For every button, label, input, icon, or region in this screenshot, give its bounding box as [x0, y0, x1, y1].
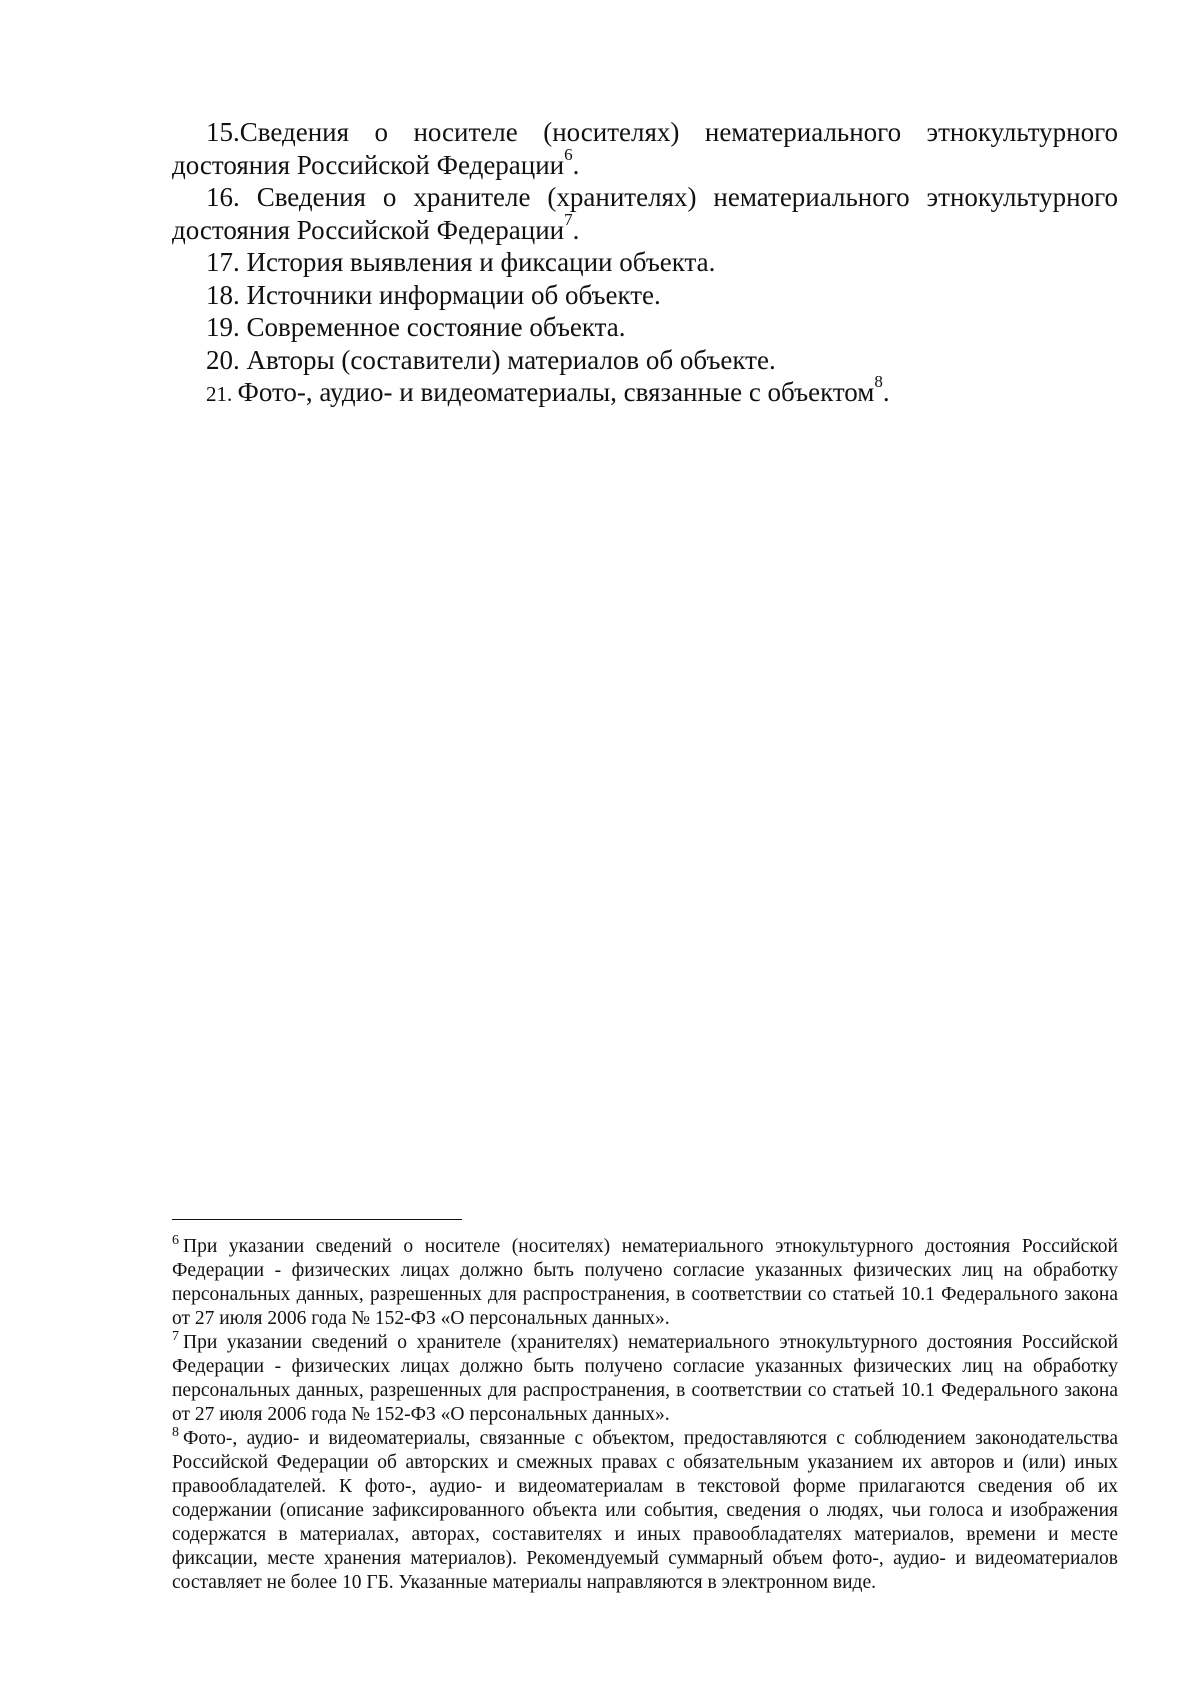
item-number: 15. — [206, 117, 240, 147]
item-text: Авторы (составители) материалов об объекте. — [246, 344, 776, 375]
item-number: 18. — [206, 279, 247, 310]
list-item-18 — [172, 279, 1118, 312]
list-item-17 — [172, 246, 1118, 279]
footnote-6 — [172, 1235, 1118, 1331]
list-item-16 — [172, 181, 1118, 246]
footnote-text: При указании сведений о носителе (носителях) нематериального этнокультурного достояния Российской Федерации - физических лицах должно быть получено согласие указанных физических лиц на обработку персональных данных, разрешенных для распространения, в соответствии со статьей 10.1 Федерального закона от 27 июля 2006 года № 152-ФЗ «О персональных данных». — [172, 1236, 1118, 1329]
footnote-reference-7[interactable]: 7 — [564, 209, 573, 229]
list-item-21 — [172, 372, 1118, 411]
item-end: . — [572, 214, 580, 245]
item-text: Фото-, аудио- и видеоматериалы, связанные с объектом — [237, 377, 875, 407]
footnote-text: Фото-, аудио- и видеоматериалы, связанные с объектом, предоставляются с соблюдением законодательства Российской Федерации об авторских и смежных правах с обязательным указанием их авторов и (или) иных правообладателей. К фото-, аудио- и видеоматериалам в текстовой форме прилагаются сведения об их содержании (описание зафиксированного объекта или события, сведения о людях, чьи голоса и изображения содержатся в материалах, авторах, составителях и иных правообладателях материалов, времени и месте фиксации, месте хранения материалов). Рекомендуемый суммарный объем фото-, аудио- и видеоматериалов составляет не более 10 ГБ. Указанные материалы направляются в электронном виде. — [172, 1428, 1118, 1593]
item-number: 17. — [206, 247, 247, 277]
item-text: История выявления и фиксации объекта. — [246, 247, 716, 277]
footnote-mark: 6 — [172, 1233, 179, 1248]
footnote-mark: 8 — [172, 1425, 179, 1440]
item-number: 16. — [206, 182, 257, 212]
item-text: Источники информации об объекте. — [246, 279, 661, 310]
item-text: Современное состояние объекта. — [246, 312, 626, 342]
item-number: 21. — [206, 382, 238, 406]
item-text: Сведения о хранителе (хранителях) нематериального этнокультурного достояния Российской Федерации — [172, 182, 1118, 245]
item-text: Сведения о носителе (носителях) нематериального этнокультурного достояния Российской Федерации — [172, 117, 1118, 180]
item-number: 20. — [206, 344, 247, 375]
item-end: . — [572, 149, 580, 180]
footnote-reference-8[interactable]: 8 — [874, 372, 883, 391]
footnote-text: При указании сведений о хранителе (хранителях) нематериального этнокультурного достояния Российской Федерации - физических лицах должно быть получено согласие указанных физических лиц на обработку персональных данных, разрешенных для распространения, в соответствии со статьей 10.1 Федерального закона от 27 июля 2006 года № 152-ФЗ «О персональных данных». — [172, 1332, 1118, 1425]
footnotes — [172, 1235, 1118, 1595]
main-text — [172, 116, 1118, 411]
list-item-15 — [172, 116, 1118, 181]
footnote-reference-6[interactable]: 6 — [564, 144, 573, 164]
list-item-19 — [172, 311, 1118, 344]
item-number: 19. — [206, 312, 247, 342]
item-end: . — [882, 377, 890, 407]
footnote-mark: 7 — [172, 1329, 179, 1344]
footnote-8 — [172, 1427, 1118, 1595]
list-item-20 — [172, 344, 1118, 377]
footnote-separator — [172, 1219, 462, 1220]
footnote-7 — [172, 1331, 1118, 1427]
